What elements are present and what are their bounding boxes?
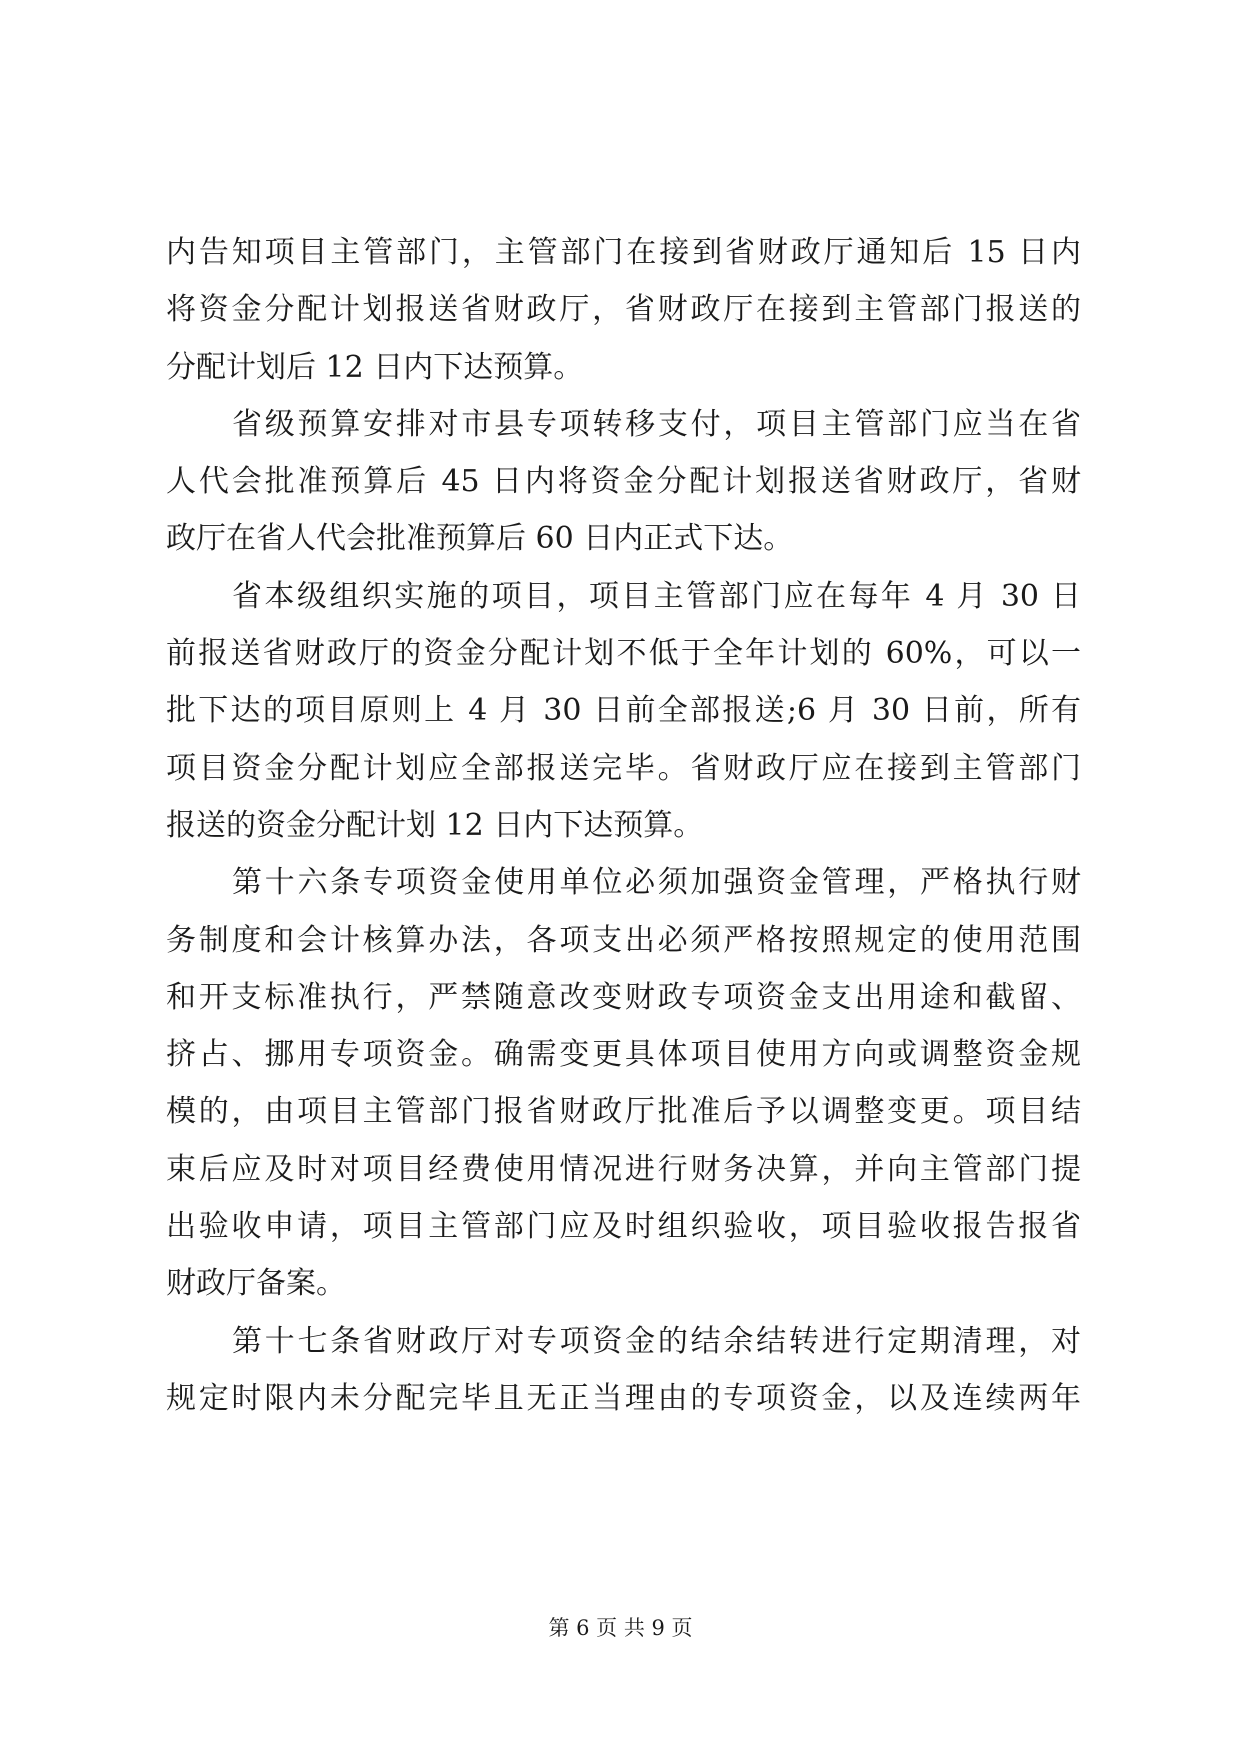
- text-line: 批下达的项目原则上 4 月 30 日前全部报送;6 月 30 日前，所有: [166, 693, 1081, 729]
- page-footer: 第 6 页 共 9 页: [548, 1616, 693, 1640]
- text-line: 挤占、挪用专项资金。确需变更具体项目使用方向或调整资金规: [166, 1037, 1081, 1073]
- text-line: 财政厅备案。: [166, 1266, 346, 1302]
- text-line: 模的，由项目主管部门报省财政厅批准后予以调整变更。项目结: [166, 1094, 1081, 1130]
- text-line: 省级预算安排对市县专项转移支付，项目主管部门应当在省: [232, 406, 1081, 442]
- text-line: 将资金分配计划报送省财政厅，省财政厅在接到主管部门报送的: [166, 292, 1081, 328]
- text-line: 前报送省财政厅的资金分配计划不低于全年计划的 60%，可以一: [166, 636, 1081, 672]
- paragraph-1: [166, 224, 1081, 396]
- paragraph-3: [166, 568, 1081, 854]
- paragraph-5: [166, 1313, 1081, 1428]
- text-line: 出验收申请，项目主管部门应及时组织验收，项目验收报告报省: [166, 1209, 1081, 1245]
- text-line: 分配计划后 12 日内下达预算。: [166, 349, 584, 385]
- text-line: 省本级组织实施的项目，项目主管部门应在每年 4 月 30 日: [232, 578, 1081, 614]
- paragraph-2: [166, 396, 1081, 568]
- text-line: 和开支标准执行，严禁随意改变财政专项资金支出用途和截留、: [166, 979, 1081, 1015]
- document-body: [166, 224, 1081, 1427]
- text-line: 项目资金分配计划应全部报送完毕。省财政厅应在接到主管部门: [166, 750, 1081, 786]
- text-line: 政厅在省人代会批准预算后 60 日内正式下达。: [166, 521, 794, 557]
- text-line: 第十七条省财政厅对专项资金的结余结转进行定期清理，对: [232, 1323, 1081, 1359]
- text-line: 务制度和会计核算办法，各项支出必须严格按照规定的使用范围: [166, 922, 1081, 958]
- text-line: 束后应及时对项目经费使用情况进行财务决算，并向主管部门提: [166, 1151, 1081, 1187]
- text-line: 规定时限内未分配完毕且无正当理由的专项资金，以及连续两年: [166, 1380, 1081, 1416]
- text-line: 人代会批准预算后 45 日内将资金分配计划报送省财政厅，省财: [166, 464, 1081, 500]
- paragraph-4: [166, 854, 1081, 1312]
- text-line: 第十六条专项资金使用单位必须加强资金管理，严格执行财: [232, 865, 1081, 901]
- text-line: 报送的资金分配计划 12 日内下达预算。: [166, 807, 704, 843]
- text-line: 内告知项目主管部门，主管部门在接到省财政厅通知后 15 日内: [166, 235, 1081, 270]
